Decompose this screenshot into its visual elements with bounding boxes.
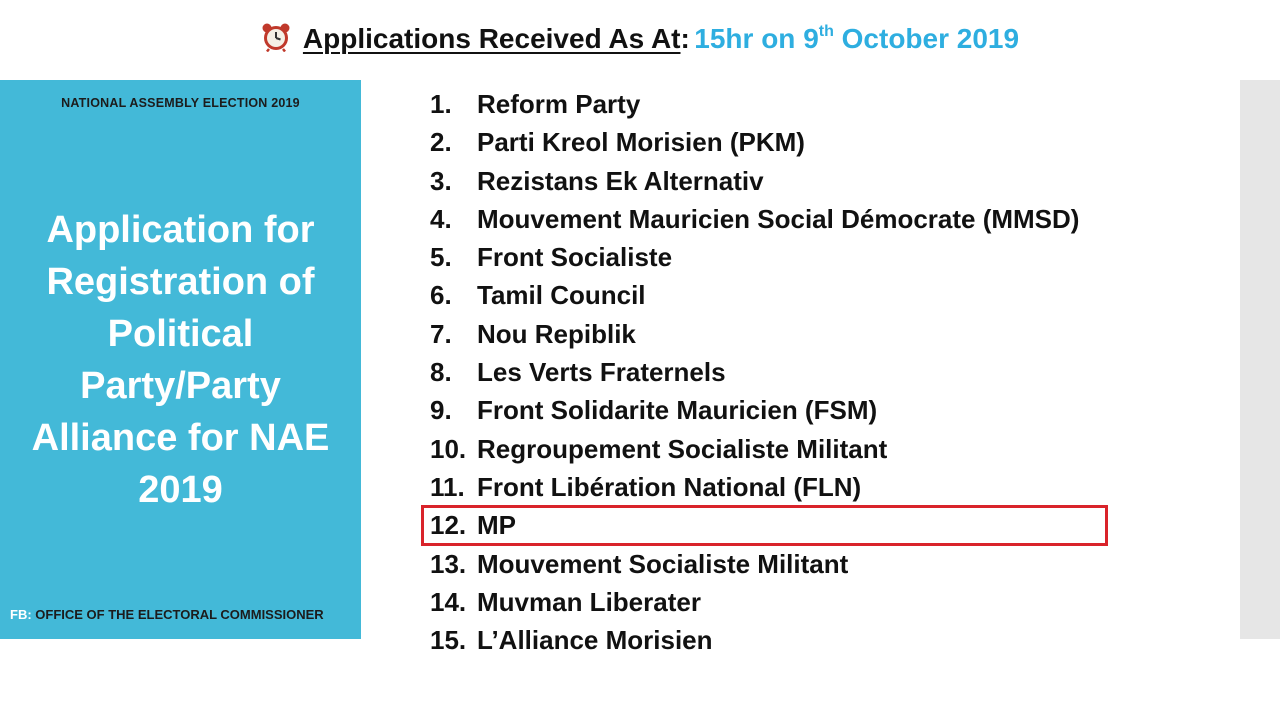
party-name: Tamil Council bbox=[477, 280, 646, 311]
item-number: 8. bbox=[430, 357, 452, 388]
list-item bbox=[430, 353, 1079, 391]
item-number: 1. bbox=[430, 89, 452, 119]
list-item bbox=[430, 545, 1079, 583]
footer-text: OFFICE OF THE ELECTORAL COMMISSIONER bbox=[35, 607, 324, 622]
alarm-clock-icon bbox=[261, 22, 291, 57]
item-number: 5. bbox=[430, 242, 452, 273]
item-number: 11. bbox=[430, 471, 465, 502]
party-name: Front Solidarite Mauricien (FSM) bbox=[477, 395, 878, 426]
title-colon: : bbox=[680, 23, 690, 54]
item-number: 14. bbox=[430, 586, 467, 617]
party-name: Mouvement Mauricien Social Démocrate (MMSD) bbox=[477, 203, 1080, 234]
item-number: 9. bbox=[430, 395, 452, 426]
date-part-1: 15hr on 9 bbox=[694, 23, 819, 54]
party-list bbox=[430, 85, 1079, 659]
item-number: 4. bbox=[430, 203, 452, 234]
panel-top-label: NATIONAL ASSEMBLY ELECTION 2019 bbox=[61, 96, 300, 110]
panel-footer bbox=[10, 607, 324, 622]
highlight-box bbox=[421, 505, 1108, 546]
list-item bbox=[430, 276, 1079, 314]
panel-heading: Application for Registration of Political Party/Party Alliance for NAE 2019 bbox=[31, 209, 330, 511]
list-item bbox=[430, 391, 1079, 429]
list-item bbox=[430, 468, 1079, 506]
item-number: 10. bbox=[430, 433, 467, 464]
item-number: 15. bbox=[430, 625, 467, 656]
party-name: L’Alliance Morisien bbox=[477, 625, 713, 656]
list-item bbox=[430, 162, 1079, 200]
item-number: 7. bbox=[430, 318, 452, 349]
party-name: Rezistans Ek Alternativ bbox=[477, 165, 764, 196]
list-item bbox=[430, 238, 1079, 276]
item-number: 12. bbox=[430, 510, 467, 541]
item-number: 2. bbox=[430, 127, 452, 158]
item-number: 6. bbox=[430, 280, 452, 311]
party-name: Reform Party bbox=[477, 89, 641, 119]
list-item bbox=[430, 123, 1079, 161]
list-item bbox=[430, 430, 1079, 468]
title-text: Applications Received As At bbox=[302, 23, 681, 54]
party-name: Regroupement Socialiste Militant bbox=[477, 433, 888, 464]
date-part-2: October 2019 bbox=[833, 23, 1020, 54]
item-number: 13. bbox=[430, 548, 467, 579]
footer-prefix: FB: bbox=[10, 607, 36, 622]
item-number: 3. bbox=[430, 165, 452, 196]
date-superscript: th bbox=[818, 23, 834, 40]
right-side-bar bbox=[1240, 80, 1280, 639]
list-item bbox=[430, 315, 1079, 353]
info-panel bbox=[0, 80, 361, 639]
list-item bbox=[430, 621, 1079, 659]
list-item bbox=[430, 200, 1079, 238]
list-item bbox=[430, 85, 1079, 123]
title-date bbox=[694, 23, 1019, 54]
party-name: MP bbox=[477, 510, 516, 541]
party-name: Front Socialiste bbox=[477, 242, 673, 273]
party-name: Les Verts Fraternels bbox=[477, 357, 726, 388]
party-name: Parti Kreol Morisien (PKM) bbox=[477, 127, 805, 158]
list-item bbox=[430, 583, 1079, 621]
slide-title bbox=[0, 22, 1280, 57]
party-name: Nou Repiblik bbox=[477, 318, 636, 349]
party-name: Mouvement Socialiste Militant bbox=[477, 548, 849, 579]
party-name: Muvman Liberater bbox=[477, 586, 701, 617]
party-name: Front Libération National (FLN) bbox=[477, 471, 862, 502]
